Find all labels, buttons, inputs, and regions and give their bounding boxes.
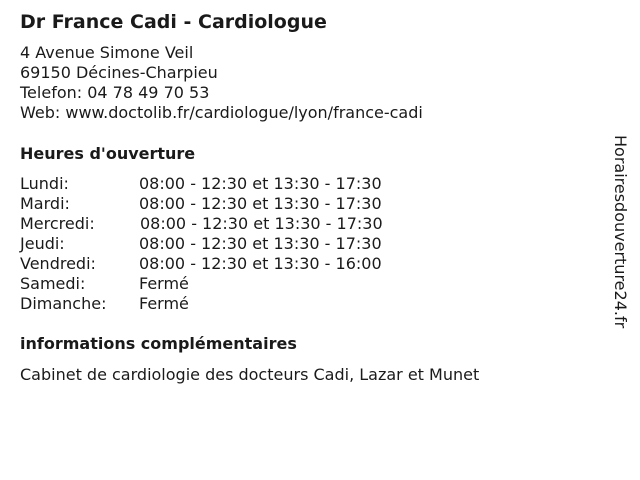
day-label: Dimanche: [20,294,107,313]
day-label: Vendredi: [20,254,96,273]
time-value: Fermé [139,294,189,313]
day-label: Jeudi: [20,234,65,253]
time-value: 08:00 - 12:30 et 13:30 - 17:30 [140,214,383,233]
street-address: 4 Avenue Simone Veil [20,43,194,62]
info-text: Cabinet de cardiologie des docteurs Cadi, Lazar et Munet [20,365,480,384]
time-value: 08:00 - 12:30 et 13:30 - 16:00 [139,254,382,273]
city-address: 69150 Décines-Charpieu [20,63,218,82]
address-block [20,43,423,123]
day-label: Lundi: [20,174,69,193]
day-label: Mercredi: [20,214,95,233]
hours-heading: Heures d'ouverture [20,144,196,163]
day-label: Samedi: [20,274,86,293]
time-value: 08:00 - 12:30 et 13:30 - 17:30 [139,194,382,213]
time-value: 08:00 - 12:30 et 13:30 - 17:30 [139,174,382,193]
website-link[interactable]: Web: www.doctolib.fr/cardiologue/lyon/france-cadi [20,103,423,122]
page-title: Dr France Cadi - Cardiologue [20,11,327,33]
day-label: Mardi: [20,194,70,213]
site-watermark: Horairesdouverture24.fr [611,135,630,329]
phone-number[interactable]: Telefon: 04 78 49 70 53 [20,83,210,102]
time-value: Fermé [139,274,189,293]
time-value: 08:00 - 12:30 et 13:30 - 17:30 [139,234,382,253]
info-heading: informations complémentaires [20,334,297,353]
